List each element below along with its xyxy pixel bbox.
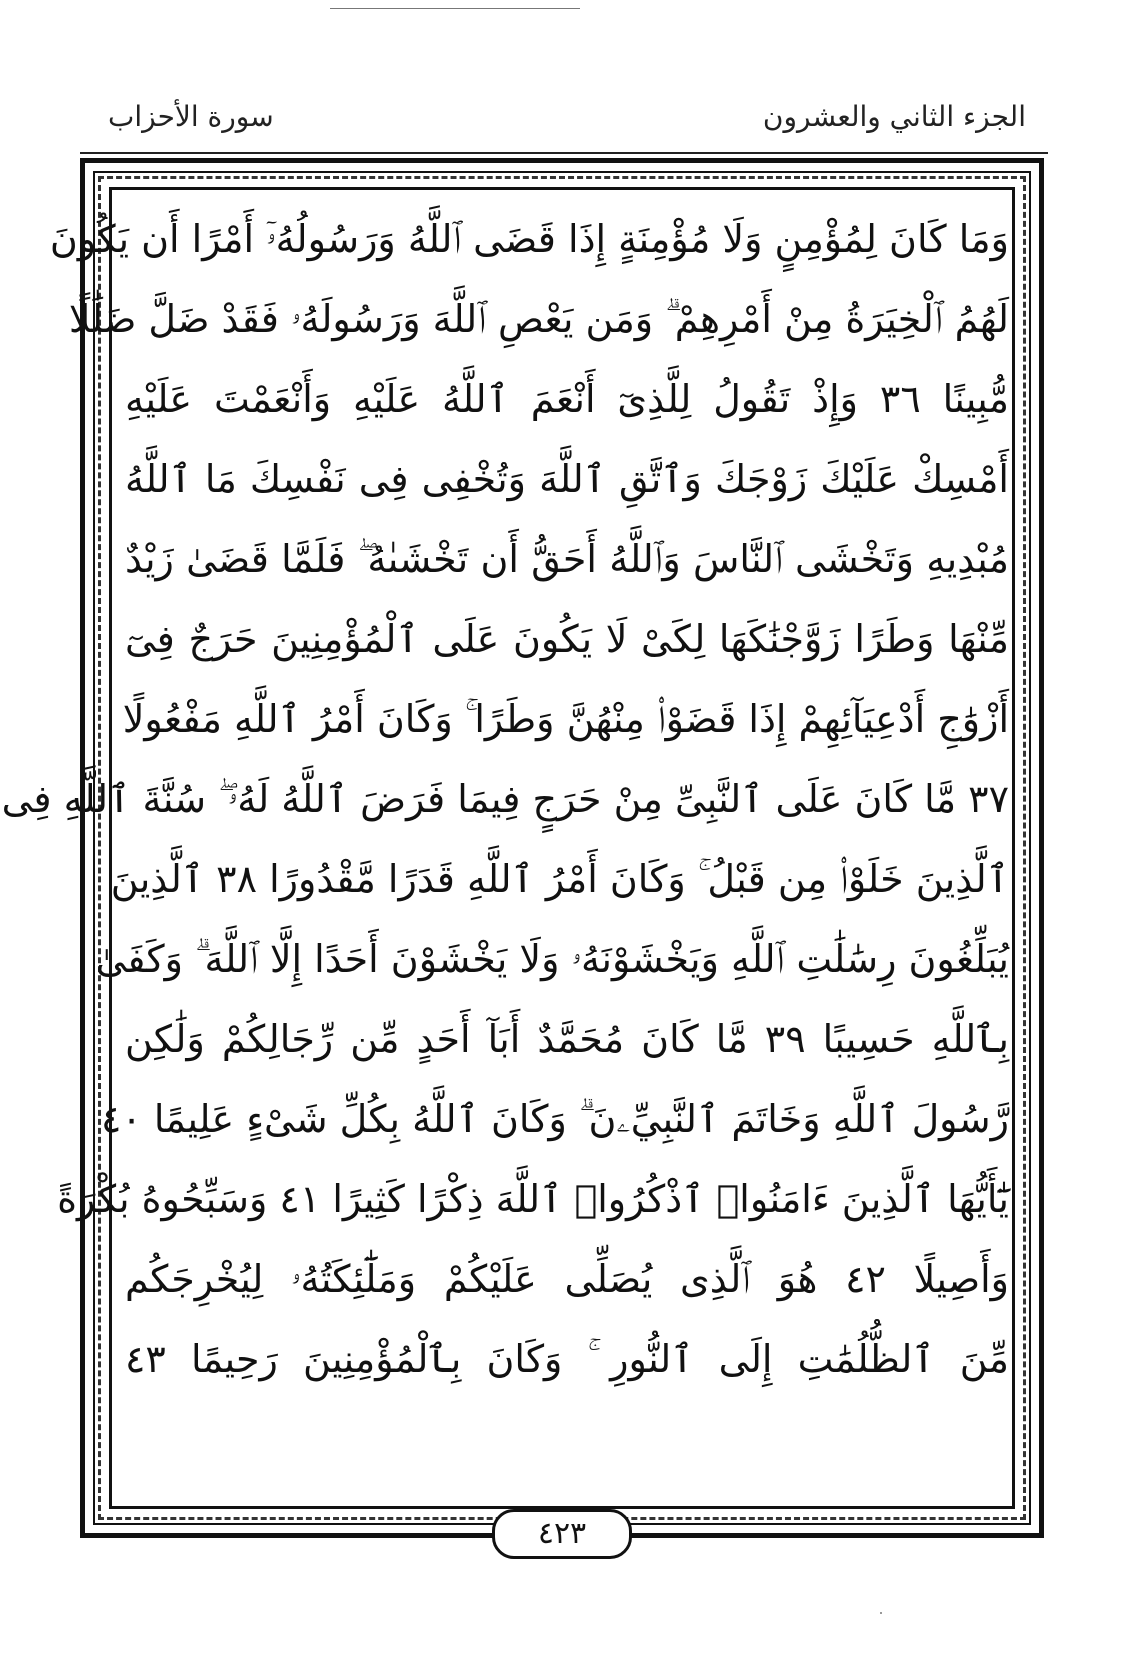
verse-line-15: مِّنَ ٱلظُّلُمَٰتِ إِلَى ٱلنُّورِ ۚ وَكَانَ بِٱلْمُؤْمِنِينَ رَحِيمًا ٤٣ <box>125 1337 1009 1381</box>
verse-line-8: ٣٧ مَّا كَانَ عَلَى ٱلنَّبِىِّ مِنْ حَرَجٍ فِيمَا فَرَضَ ٱللَّهُ لَهُۥ ۖ سُنَّةَ ٱللَّهِ فِى <box>1 777 1009 821</box>
verse-line-7: أَزْوَٰجِ أَدْعِيَآئِهِمْ إِذَا قَضَوْا۟ مِنْهُنَّ وَطَرًا ۚ وَكَانَ أَمْرُ ٱللَّهِ مَفْعُولًا <box>122 697 1009 741</box>
verse-line-2: لَهُمُ ٱلْخِيَرَةُ مِنْ أَمْرِهِمْ ۗ وَمَن يَعْصِ ٱللَّهَ وَرَسُولَهُۥ فَقَدْ ضَلَّ ضَلَٰلًا <box>68 297 1009 341</box>
verse-line-10: يُبَلِّغُونَ رِسَٰلَٰتِ ٱللَّهِ وَيَخْشَوْنَهُۥ وَلَا يَخْشَوْنَ أَحَدًا إِلَّا ٱللَّهَ ۗ وَكَفَىٰ <box>95 937 1009 981</box>
verse-line-1: وَمَا كَانَ لِمُؤْمِنٍ وَلَا مُؤْمِنَةٍ إِذَا قَضَى ٱللَّهُ وَرَسُولُهُۥٓ أَمْرًا أَن يَكُونَ <box>49 217 1009 261</box>
top-rule <box>330 8 580 9</box>
verse-line-5: مُبْدِيهِ وَتَخْشَى ٱلنَّاسَ وَٱللَّهُ أَحَقُّ أَن تَخْشَىٰهُ ۖ فَلَمَّا قَضَىٰ زَيْدٌ <box>125 537 1009 581</box>
header-rule <box>80 152 1048 154</box>
verse-line-12: رَّسُولَ ٱللَّهِ وَخَاتَمَ ٱلنَّبِيِّۦنَ ۗ وَكَانَ ٱللَّهُ بِكُلِّ شَىْءٍ عَلِيمًا ٤٠ <box>100 1097 1009 1141</box>
verse-line-4: أَمْسِكْ عَلَيْكَ زَوْجَكَ وَٱتَّقِ ٱللَّهَ وَتُخْفِى فِى نَفْسِكَ مَا ٱللَّهُ <box>125 457 1009 501</box>
verse-line-3: مُّبِينًا ٣٦ وَإِذْ تَقُولُ لِلَّذِىٓ أَنْعَمَ ٱللَّهُ عَلَيْهِ وَأَنْعَمْتَ عَلَيْهِ <box>125 377 1009 421</box>
page-number: ٤٢٣ <box>492 1509 632 1559</box>
verses-block <box>1 199 1009 1399</box>
juz-title: الجزء الثاني والعشرون <box>762 100 1026 133</box>
verse-line-13: يَٰٓأَيُّهَا ٱلَّذِينَ ءَامَنُوا۟ ٱذْكُرُوا۟ ٱللَّهَ ذِكْرًا كَثِيرًا ٤١ وَسَبِّحُوهُ بُكْرَةً <box>57 1177 1009 1221</box>
page-header <box>88 100 1038 144</box>
verse-line-11: بِٱللَّهِ حَسِيبًا ٣٩ مَّا كَانَ مُحَمَّدٌ أَبَآ أَحَدٍ مِّن رِّجَالِكُمْ وَلَٰكِن <box>125 1017 1009 1061</box>
page-frame <box>1 158 1044 1551</box>
surah-title: سورة الأحزاب <box>108 100 274 133</box>
verse-line-9: ٱلَّذِينَ خَلَوْا۟ مِن قَبْلُ ۚ وَكَانَ أَمْرُ ٱللَّهِ قَدَرًا مَّقْدُورًا ٣٨ ٱلَّذِينَ <box>110 857 1009 901</box>
scan-speck <box>880 1612 882 1614</box>
verse-line-14: وَأَصِيلًا ٤٢ هُوَ ٱلَّذِى يُصَلِّى عَلَيْكُمْ وَمَلَٰٓئِكَتُهُۥ لِيُخْرِجَكُم <box>125 1257 1009 1301</box>
verse-line-6: مِّنْهَا وَطَرًا زَوَّجْنَٰكَهَا لِكَىْ لَا يَكُونَ عَلَى ٱلْمُؤْمِنِينَ حَرَجٌ فِىٓ <box>125 617 1009 661</box>
